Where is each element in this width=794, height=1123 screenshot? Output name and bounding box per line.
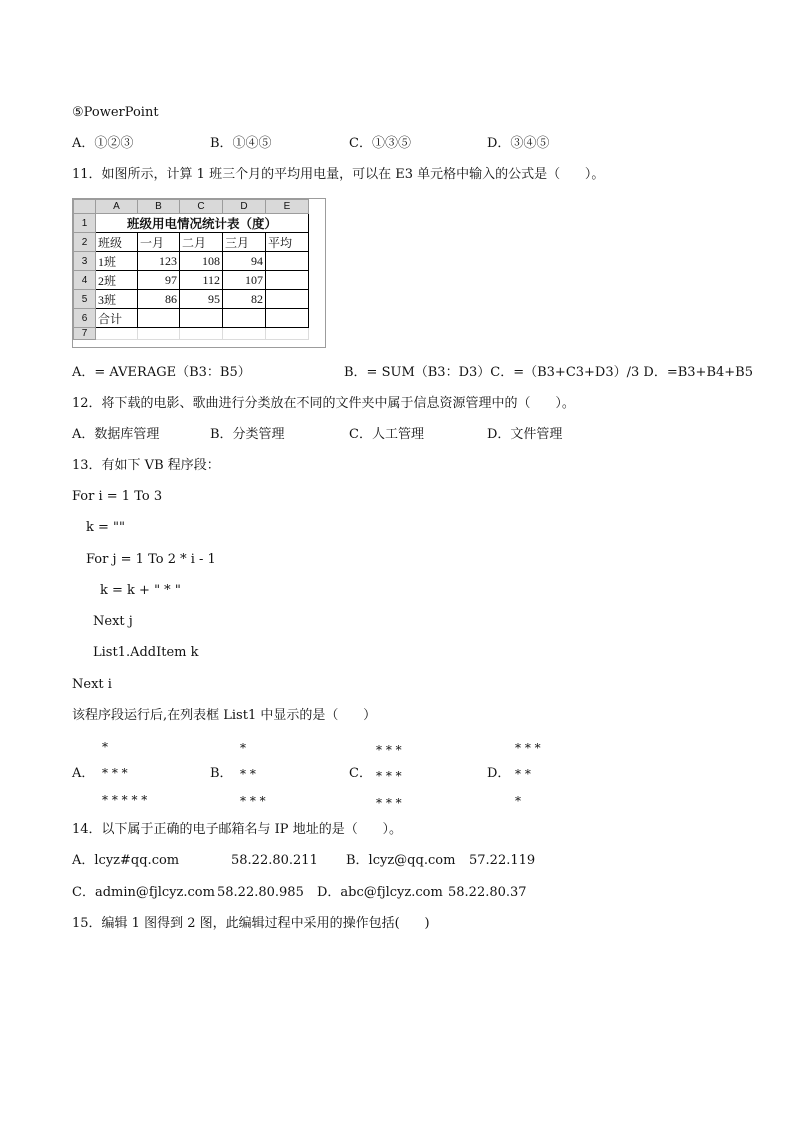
q14-option-c-ip: 58.22.80.985: [217, 885, 304, 900]
sheet-cell: [223, 328, 266, 340]
q13-c-stars-line: * * *: [376, 769, 402, 783]
sheet-cell: 95: [180, 290, 223, 309]
sheet-cell: 3班: [96, 290, 138, 309]
sheet-cell: [180, 309, 223, 328]
sheet-cell: 94: [223, 252, 266, 271]
sheet-cell: 1班: [96, 252, 138, 271]
sheet-cell: [96, 328, 138, 340]
sheet-row-number: 5: [74, 290, 96, 309]
sheet-cell: 82: [223, 290, 266, 309]
q14-option-a-email: A．lcyz#qq.com: [72, 853, 180, 868]
sheet-cell: [266, 271, 309, 290]
sheet-cell: 123: [138, 252, 180, 271]
sheet-row-number: 4: [74, 271, 96, 290]
sheet-cell: 二月: [180, 233, 223, 252]
q11-question: 11．如图所示，计算 1 班三个月的平均用电量，可以在 E3 单元格中输入的公式是（ ）。: [72, 167, 605, 182]
sheet-data-row: [74, 290, 309, 309]
sheet-cell: 86: [138, 290, 180, 309]
sheet-cell: 一月: [138, 233, 180, 252]
sheet-col-header: E: [266, 200, 309, 214]
q10-option-d: D．③④⑤: [487, 136, 550, 151]
q13-c-stars-line: * * *: [376, 796, 402, 810]
sheet-total-row: [74, 309, 309, 328]
q13-b-stars-line: * * *: [240, 794, 266, 808]
sheet-cell: [266, 328, 309, 340]
sheet-data-row: [74, 271, 309, 290]
code-line: Next j: [93, 614, 133, 629]
q14-option-c-email: C．admin@fjlcyz.com: [72, 885, 215, 900]
q13-option-b-label: B．: [210, 766, 233, 781]
sheet-col-header: A: [96, 200, 138, 214]
q12-option-c: C．人工管理: [349, 427, 424, 442]
q11-option-a: A．= AVERAGE（B3：B5）: [72, 365, 251, 380]
q13-a-stars-line: * * *: [102, 766, 128, 780]
q13-c-stars-line: * * *: [376, 743, 402, 757]
q14-option-b-email: B．lcyz@qq.com: [346, 853, 456, 868]
sheet-col-header: C: [180, 200, 223, 214]
q14-question: 14．以下属于正确的电子邮箱名与 IP 地址的是（ ）。: [72, 822, 402, 837]
sheet-title: 班级用电情况统计表（度）: [96, 214, 309, 233]
q13-b-stars-line: * *: [240, 767, 256, 781]
code-line: k = k + " * ": [100, 583, 181, 598]
sheet-data-row: [74, 252, 309, 271]
sheet-cell: [138, 309, 180, 328]
q12-option-a: A．数据库管理: [72, 427, 160, 442]
sheet-col-header: B: [138, 200, 180, 214]
sheet-cell: [266, 290, 309, 309]
code-line: For j = 1 To 2 * i - 1: [86, 552, 216, 567]
q13-question: 13．有如下 VB 程序段：: [72, 458, 220, 473]
sheet-cell: 合计: [96, 309, 138, 328]
q14-option-b-ip: 57.22.119: [469, 853, 536, 868]
q14-option-a-ip: 58.22.80.211: [231, 853, 318, 868]
sheet-cell: [138, 328, 180, 340]
q13-b-stars-line: *: [240, 741, 246, 755]
sheet-cell: [223, 309, 266, 328]
sheet-row-number: 3: [74, 252, 96, 271]
q11-option-bcd: B．= SUM（B3：D3）C．=（B3+C3+D3）/3 D．=B3+B4+B5: [344, 365, 753, 380]
sheet-title-row: [74, 214, 309, 233]
q13-d-stars-line: *: [515, 794, 521, 808]
q10-option-c: C．①③⑤: [349, 136, 411, 151]
q13-d-stars-line: * * *: [515, 741, 541, 755]
sheet-cell: [266, 252, 309, 271]
code-line: For i = 1 To 3: [72, 489, 163, 504]
sheet-col-header: D: [223, 200, 266, 214]
sheet-cell: 112: [180, 271, 223, 290]
sheet-cell: [266, 309, 309, 328]
sheet-cell: [180, 328, 223, 340]
code-line: List1.AddItem k: [93, 645, 199, 660]
sheet-column-header-row: [74, 200, 309, 214]
sheet-cell: 班级: [96, 233, 138, 252]
sheet-empty-row: [74, 328, 309, 340]
q15-question: 15．编辑 1 图得到 2 图，此编辑过程中采用的操作包括( ): [72, 916, 430, 931]
sheet-header-row: [74, 233, 309, 252]
code-line: Next i: [72, 677, 112, 692]
sheet-row-number: 1: [74, 214, 96, 233]
sheet-cell: 107: [223, 271, 266, 290]
sheet-cell: 三月: [223, 233, 266, 252]
q13-prompt: 该程序段运行后,在列表框 List1 中显示的是（ ）: [72, 708, 377, 723]
code-line: k = "": [86, 520, 125, 535]
q10-option-b: B．①④⑤: [210, 136, 272, 151]
q13-option-d-label: D．: [487, 766, 511, 781]
sheet-cell: 2班: [96, 271, 138, 290]
q12-option-b: B．分类管理: [210, 427, 285, 442]
q12-option-d: D．文件管理: [487, 427, 563, 442]
q10-option-5: ⑤PowerPoint: [72, 105, 159, 120]
sheet-corner-cell: [74, 200, 96, 214]
q10-option-a: A．①②③: [72, 136, 134, 151]
q12-question: 12．将下载的电影、歌曲进行分类放在不同的文件夹中属于信息资源管理中的（ ）。: [72, 396, 575, 411]
q13-option-c-label: C．: [349, 766, 372, 781]
sheet-cell: 97: [138, 271, 180, 290]
sheet-cell: 108: [180, 252, 223, 271]
q13-d-stars-line: * *: [515, 767, 531, 781]
q14-option-d-ip: 58.22.80.37: [448, 885, 527, 900]
sheet-row-number: 7: [74, 328, 96, 340]
q14-option-d-email: D．abc@fjlcyz.com: [317, 885, 443, 900]
sheet-cell: 平均: [266, 233, 309, 252]
sheet-row-number: 6: [74, 309, 96, 328]
q13-a-stars-line: * * * * *: [102, 793, 148, 807]
spreadsheet-figure: [72, 198, 326, 348]
q13-option-a-label: A．: [72, 766, 95, 781]
sheet-row-number: 2: [74, 233, 96, 252]
q13-a-stars-line: *: [102, 740, 108, 754]
